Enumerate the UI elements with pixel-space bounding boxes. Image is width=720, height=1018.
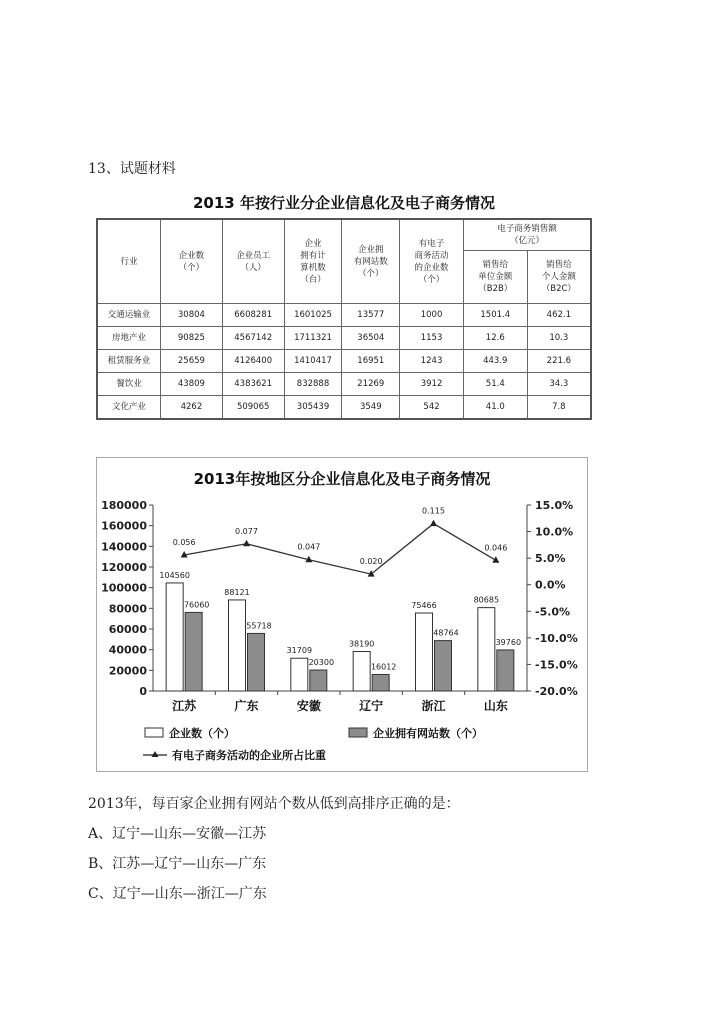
- cell-industry: 交通运输业: [97, 304, 161, 327]
- cell-b2c: 10.3: [527, 327, 591, 350]
- table-row: [97, 373, 591, 396]
- bar-websites: [310, 670, 327, 691]
- data-label-websites: 39760: [495, 637, 522, 647]
- cell-employees: 4567142: [222, 327, 284, 350]
- cell-websites: 3549: [342, 396, 400, 420]
- cell-industry: 文化产业: [97, 396, 161, 420]
- industry-table: [96, 218, 592, 420]
- data-label-websites: 16012: [370, 662, 397, 672]
- y2-tick-label: 15.0%: [535, 499, 574, 512]
- question-stem: 2013年，每百家企业拥有网站个数从低到高排序正确的是：: [88, 796, 460, 812]
- bar-websites: [248, 633, 265, 691]
- table-row: [97, 350, 591, 373]
- cell-ecom-companies: 1153: [400, 327, 464, 350]
- cell-computers: 305439: [284, 396, 342, 420]
- option-b[interactable]: B、江苏—辽宁—山东—广东: [88, 856, 267, 872]
- cell-ecom-companies: 542: [400, 396, 464, 420]
- cell-websites: 36504: [342, 327, 400, 350]
- data-label-websites: 55718: [246, 621, 272, 631]
- y2-tick-label: 0.0%: [535, 578, 566, 592]
- cell-companies: 25659: [161, 350, 223, 373]
- legend-line-marker: [152, 751, 159, 757]
- cell-ecom-companies: 1000: [400, 304, 464, 327]
- data-label-websites: 48764: [433, 628, 459, 638]
- data-label-companies: 75466: [411, 601, 437, 611]
- cell-industry: 房地产业: [97, 327, 161, 350]
- y-tick-label: 100000: [101, 581, 147, 595]
- y-tick-label: 60000: [108, 623, 147, 636]
- bar-websites: [185, 612, 202, 691]
- data-label-ecom-share: 0.115: [422, 506, 445, 516]
- cell-computers: 1711321: [284, 327, 342, 350]
- legend-ecom-share: 有电子商务活动的企业所占比重: [172, 749, 326, 762]
- legend-swatch-websites: [349, 728, 367, 737]
- y2-tick-label: -20.0%: [535, 685, 578, 698]
- header-sales-b2c: 销售给 个人金额 （B2C）: [527, 251, 591, 304]
- option-a[interactable]: A、辽宁—山东—安徽—江苏: [88, 826, 267, 842]
- chart-title: 2013年按地区分企业信息化及电子商务情况: [193, 470, 491, 488]
- legend-companies: 企业数（个）: [169, 727, 235, 740]
- bar-companies: [416, 613, 433, 691]
- data-label-ecom-share: 0.020: [359, 557, 383, 567]
- cell-employees: 509065: [222, 396, 284, 420]
- x-tick-label: 辽宁: [359, 699, 384, 713]
- cell-b2c: 221.6: [527, 350, 591, 373]
- cell-b2b: 12.6: [463, 327, 527, 350]
- cell-companies: 43809: [161, 373, 223, 396]
- bar-websites: [435, 641, 452, 691]
- x-tick-label: 山东: [483, 699, 508, 713]
- y2-tick-label: 5.0%: [535, 552, 566, 566]
- series-line-ecom-share: [184, 524, 496, 574]
- bar-companies: [291, 658, 308, 691]
- cell-industry: 租赁服务业: [97, 350, 161, 373]
- question-number: 13、试题材料: [88, 161, 176, 177]
- y-tick-label: 160000: [101, 519, 147, 533]
- header-sales-group: 电子商务销售额 （亿元）: [463, 219, 591, 251]
- cell-employees: 6608281: [222, 304, 284, 327]
- y2-tick-label: -5.0%: [535, 605, 571, 619]
- cell-b2b: 51.4: [463, 373, 527, 396]
- table-row: [97, 327, 591, 350]
- legend-websites: 企业拥有网站数（个）: [373, 727, 483, 740]
- header-companies: 企业数 （个）: [161, 219, 223, 304]
- header-employees: 企业员工 （人）: [222, 219, 284, 304]
- bar-companies: [478, 608, 495, 691]
- cell-b2c: 34.3: [527, 373, 591, 396]
- data-label-companies: 88121: [224, 587, 250, 597]
- y2-tick-label: -10.0%: [535, 631, 578, 645]
- header-sales-b2b: 销售给 单位金额 （B2B）: [463, 251, 527, 304]
- cell-computers: 832888: [284, 373, 342, 396]
- region-chart-svg: [97, 458, 587, 771]
- table-row: [97, 396, 591, 420]
- y-tick-label: 20000: [108, 664, 147, 678]
- header-computers: 企业 拥有计 算机数 （台）: [284, 219, 342, 304]
- y2-tick-label: -15.0%: [535, 658, 578, 672]
- point-ecom-share: [243, 540, 250, 547]
- data-label-websites: 20300: [308, 658, 335, 668]
- x-tick-label: 广东: [234, 699, 259, 713]
- y-tick-label: 120000: [101, 561, 147, 574]
- cell-websites: 13577: [342, 304, 400, 327]
- x-tick-label: 浙江: [421, 699, 446, 713]
- region-chart: [96, 457, 588, 772]
- cell-b2b: 41.0: [463, 396, 527, 420]
- y-tick-label: 40000: [108, 643, 147, 657]
- legend-swatch-companies: [145, 728, 163, 737]
- cell-b2c: 462.1: [527, 304, 591, 327]
- y-tick-label: 180000: [101, 499, 147, 512]
- bar-websites: [372, 674, 389, 691]
- cell-companies: 30804: [161, 304, 223, 327]
- bar-companies: [229, 600, 246, 691]
- data-label-websites: 76060: [183, 600, 210, 610]
- cell-computers: 1601025: [284, 304, 342, 327]
- y-tick-label: 140000: [101, 540, 147, 554]
- cell-ecom-companies: 1243: [400, 350, 464, 373]
- data-label-companies: 80685: [473, 595, 500, 605]
- header-ecom-companies: 有电子 商务活动 的企业数 （个）: [400, 219, 464, 304]
- cell-b2b: 1501.4: [463, 304, 527, 327]
- data-label-companies: 38190: [348, 639, 375, 649]
- cell-computers: 1410417: [284, 350, 342, 373]
- x-tick-label: 江苏: [172, 699, 197, 713]
- data-label-ecom-share: 0.047: [297, 542, 321, 552]
- table-title: 2013 年按行业分企业信息化及电子商务情况: [193, 194, 495, 212]
- y-tick-label: 0: [139, 685, 147, 698]
- x-tick-label: 安徽: [296, 699, 321, 713]
- data-label-ecom-share: 0.056: [172, 537, 196, 547]
- point-ecom-share: [430, 520, 437, 527]
- cell-ecom-companies: 3912: [400, 373, 464, 396]
- bar-companies: [353, 652, 370, 691]
- cell-industry: 餐饮业: [97, 373, 161, 396]
- option-c[interactable]: C、辽宁—山东—浙江—广东: [88, 886, 267, 902]
- cell-websites: 16951: [342, 350, 400, 373]
- cell-companies: 4262: [161, 396, 223, 420]
- table-row: [97, 304, 591, 327]
- header-websites: 企业拥 有网站数 （个）: [342, 219, 400, 304]
- cell-employees: 4126400: [222, 350, 284, 373]
- cell-employees: 4383621: [222, 373, 284, 396]
- bar-companies: [166, 583, 183, 691]
- cell-b2b: 443.9: [463, 350, 527, 373]
- cell-websites: 21269: [342, 373, 400, 396]
- y2-tick-label: 10.0%: [535, 525, 574, 539]
- data-label-companies: 31709: [286, 646, 313, 656]
- data-label-ecom-share: 0.046: [484, 543, 508, 553]
- header-industry: 行业: [97, 219, 161, 304]
- cell-b2c: 7.8: [527, 396, 591, 420]
- data-label-ecom-share: 0.077: [235, 526, 258, 536]
- y-tick-label: 80000: [108, 602, 147, 616]
- data-label-companies: 104560: [159, 570, 190, 580]
- bar-websites: [497, 650, 514, 691]
- cell-companies: 90825: [161, 327, 223, 350]
